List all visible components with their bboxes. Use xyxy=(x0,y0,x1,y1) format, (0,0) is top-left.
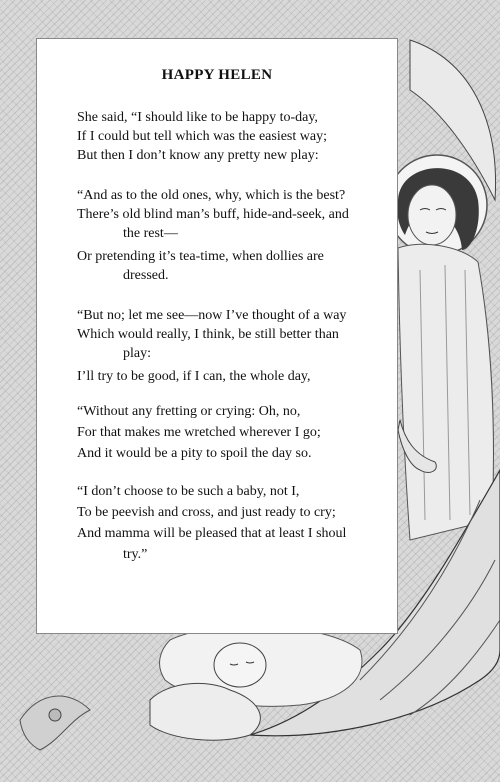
poem-line: dressed. xyxy=(123,268,169,283)
poem-line: But then I don’t know any pretty new play: xyxy=(77,148,319,163)
poem-line: If I could but tell which was the easiest way; xyxy=(77,129,327,144)
poem-line: “I don’t choose to be such a baby, not I, xyxy=(77,484,300,499)
poem-line: She said, “I should like to be happy to-day, xyxy=(77,110,318,125)
poem-line: try.” xyxy=(123,547,148,562)
poem-line: “But no; let me see—now I’ve thought of a way xyxy=(77,308,347,323)
poem-line: For that makes me wretched wherever I go; xyxy=(77,425,321,440)
poem-line: I’ll try to be good, if I can, the whole day, xyxy=(77,369,311,384)
poem-line: And mamma will be pleased that at least I shoul xyxy=(77,526,347,541)
floral-corner xyxy=(20,696,90,750)
poem-line: the rest— xyxy=(123,226,178,241)
baby-head xyxy=(214,643,266,687)
poem-line: play: xyxy=(123,346,151,361)
poem-line: “And as to the old ones, why, which is the best? xyxy=(77,188,346,203)
poem-line: There’s old blind man’s buff, hide-and-seek, and xyxy=(77,207,349,222)
poem-line: And it would be a pity to spoil the day so. xyxy=(77,446,312,461)
poem-line: Or pretending it’s tea-time, when dollies are xyxy=(77,249,324,264)
poem-line: Which would really, I think, be still better than xyxy=(77,327,339,342)
angel-face xyxy=(408,185,456,245)
poem-title: HAPPY HELEN xyxy=(161,67,273,83)
poem-panel xyxy=(36,38,398,634)
poem-line: To be peevish and cross, and just ready to cry; xyxy=(77,505,336,520)
poem-line: “Without any fretting or crying: Oh, no, xyxy=(77,404,301,419)
